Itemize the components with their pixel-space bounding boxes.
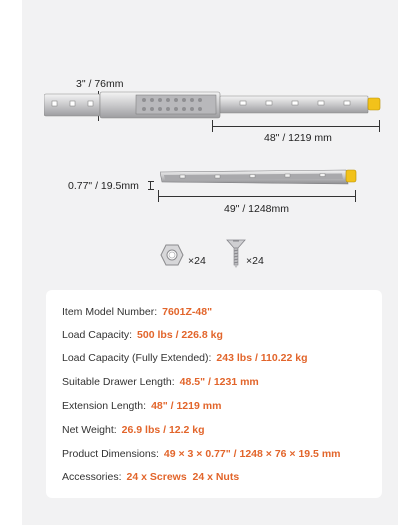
spec-label: Extension Length: [62,400,147,412]
spec-row-net-weight [62,424,205,436]
spec-row-drawer-length [62,376,259,388]
spec-label: Net Weight: [62,424,117,436]
closed-length-label: 49" / 1248mm [224,203,290,215]
screw-icon [226,238,246,268]
spec-label: Load Capacity: [62,329,133,341]
spec-value: 48" / 1219 mm [151,400,222,412]
spec-row-accessories [62,471,239,483]
travel-dimension-line [212,126,380,127]
length-dimension-tick-right [355,190,356,202]
specifications-card [46,290,382,498]
closed-slide-rail [160,166,358,188]
thickness-dimension-label: 0.77" / 19.5mm [68,180,139,192]
hex-nut-icon [160,244,184,266]
spec-value: 500 lbs / 226.8 kg [137,329,223,341]
spec-value: 7601Z-48" [162,306,213,318]
spec-value: 24 x Screws 24 x Nuts [126,471,240,483]
spec-label: Load Capacity (Fully Extended): [62,352,212,364]
length-dimension-line [158,196,356,197]
nut-quantity: ×24 [188,255,206,267]
spec-label: Product Dimensions: [62,448,159,460]
height-dimension-label: 3" / 76mm [76,78,124,90]
travel-dimension-tick-right [379,120,380,132]
spec-row-load-capacity-extended [62,352,308,364]
spec-row-extension-length [62,400,221,412]
thickness-tick-bottom [148,189,154,190]
spec-row-model [62,306,212,318]
spec-value: 243 lbs / 110.22 kg [216,352,308,364]
spec-value: 48.5" / 1231 mm [179,376,259,388]
thickness-tick-top [148,181,154,182]
spec-value: 49 × 3 × 0.77" / 1248 × 76 × 19.5 mm [163,448,341,460]
spec-row-dimensions [62,448,341,460]
travel-dimension-label: 48" / 1219 mm [264,132,332,144]
spec-value: 26.9 lbs / 12.2 kg [121,424,205,436]
spec-label: Suitable Drawer Length: [62,376,175,388]
spec-label: Item Model Number: [62,306,158,318]
spec-label: Accessories: [62,471,122,483]
extended-slide-rail [44,90,382,120]
screw-quantity: ×24 [246,255,264,267]
spec-row-load-capacity [62,329,223,341]
